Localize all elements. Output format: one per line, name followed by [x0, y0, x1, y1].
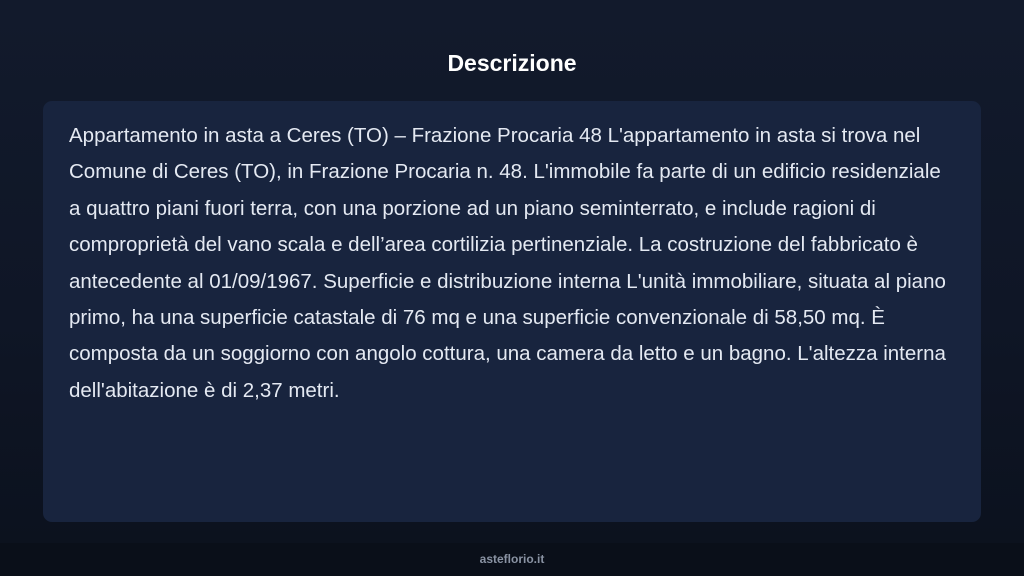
footer-site-name: asteflorio.it — [479, 552, 545, 566]
footer-bar — [0, 543, 1024, 576]
description-card — [43, 101, 981, 522]
page-title: Descrizione — [447, 50, 577, 76]
description-text: Appartamento in asta a Ceres (TO) – Frazione Procaria 48 L'appartamento in asta si trova nel Comune di Ceres (TO), in Frazione Procaria n. 48. L'immobile fa parte di un edificio residenziale a quattro piani fuori terra, con una porzione ad un piano seminterrato, e include ragioni di comproprietà del vano scala e dell’area cortilizia pertinenziale. La costruzione del fabbricato è antecedente al 01/09/1967. Superficie e distribuzione interna L'unità immobiliare, situata al piano primo, ha una superficie catastale di 76 mq e una superficie convenzionale di 58,50 mq. È composta da un soggiorno con angolo cottura, una camera da letto e un bagno. L'altezza interna dell'abitazione è di 2,37 metri. — [69, 124, 946, 402]
